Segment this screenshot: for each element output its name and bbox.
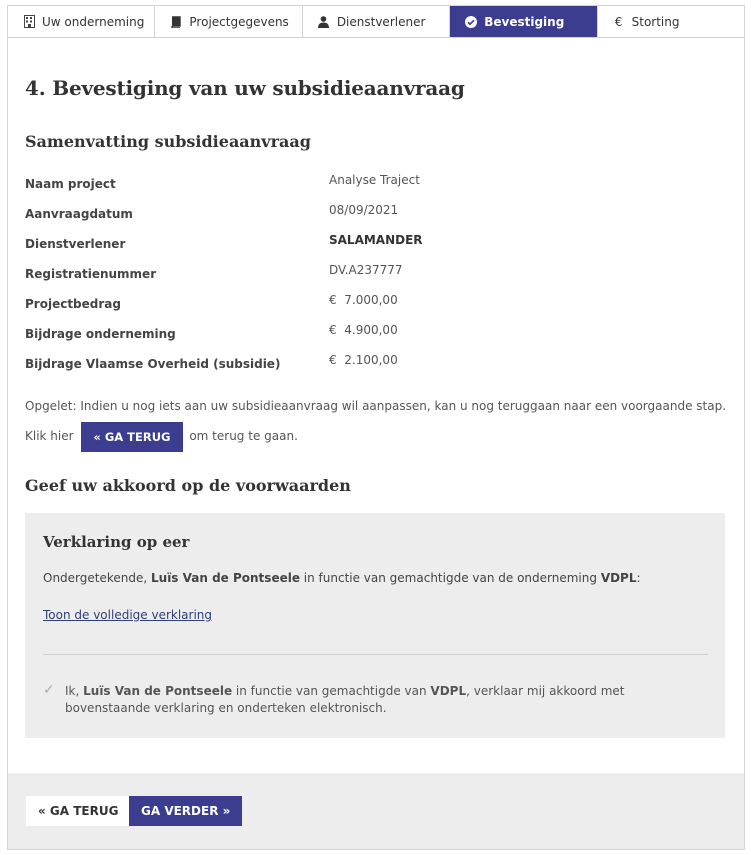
summary-value: SALAMANDER <box>329 233 423 247</box>
agreement-heading: Geef uw akkoord op de voorwaarden <box>25 476 351 495</box>
check-circle-icon <box>464 15 478 29</box>
check-company-name: VDPL <box>430 684 467 698</box>
company-name: VDPL <box>600 571 637 585</box>
declaration-suffix: : <box>636 571 641 585</box>
summary-label: Naam project <box>25 177 116 191</box>
summary-row-bijdrage-overheid <box>25 353 625 373</box>
agree-checkbox[interactable]: ✓ <box>43 682 55 698</box>
check-middle: in functie van gemachtigde van <box>232 684 431 698</box>
summary-value: € 2.100,00 <box>329 353 398 367</box>
tab-uw-onderneming[interactable] <box>8 6 155 37</box>
summary-value: 08/09/2021 <box>329 203 399 217</box>
back-button[interactable]: « GA TERUG <box>26 796 130 826</box>
summary-label: Bijdrage onderneming <box>25 327 176 341</box>
tab-projectgegevens[interactable] <box>155 6 302 37</box>
summary-value: € 4.900,00 <box>329 323 398 337</box>
tab-bevestiging[interactable] <box>450 6 597 37</box>
declaration-line <box>43 571 641 585</box>
notice-before: Opgelet: Indien u nog iets aan uw subsidieaanvraag wil aanpassen, kan u nog teruggaan naar een voorgaande stap. Klik hier <box>25 399 727 443</box>
tab-label: Bevestiging <box>484 14 565 29</box>
summary-value: Analyse Traject <box>329 173 420 187</box>
summary-label: Registratienummer <box>25 267 157 281</box>
notice-text <box>25 391 737 452</box>
notice-after: om terug te gaan. <box>189 429 298 443</box>
summary-row-aanvraagdatum <box>25 203 625 223</box>
summary-label: Projectbedrag <box>25 297 121 311</box>
summary-row-naam-project <box>25 173 625 193</box>
tab-label: Storting <box>631 14 680 29</box>
tab-label: Projectgegevens <box>189 14 289 29</box>
tab-label: Uw onderneming <box>42 14 145 29</box>
summary-heading: Samenvatting subsidieaanvraag <box>25 132 311 151</box>
divider <box>43 654 708 655</box>
summary-row-registratienummer <box>25 263 625 283</box>
building-icon <box>22 15 36 29</box>
check-signatory-name: Luïs Van de Pontseele <box>83 684 233 698</box>
footer-bar <box>8 773 744 849</box>
tab-label: Dienstverlener <box>336 14 426 29</box>
check-prefix: Ik, <box>65 684 84 698</box>
page-title: 4. Bevestiging van uw subsidieaanvraag <box>25 76 465 100</box>
declaration-title: Verklaring op eer <box>43 533 190 551</box>
user-icon <box>317 15 331 29</box>
euro-icon: € <box>614 14 623 29</box>
summary-label: Bijdrage Vlaamse Overheid (subsidie) <box>25 357 281 371</box>
declaration-prefix: Ondergetekende, <box>43 571 151 585</box>
signatory-name: Luïs Van de Pontseele <box>151 571 300 585</box>
agree-checkbox-label <box>65 683 705 717</box>
summary-row-projectbedrag <box>25 293 625 313</box>
summary-label: Aanvraagdatum <box>25 207 133 221</box>
summary-label: Dienstverlener <box>25 237 126 251</box>
show-full-declaration-link[interactable]: Toon de volledige verklaring <box>43 608 213 622</box>
check-suffix: , verklaar mij akkoord met bovenstaande verklaring en onderteken elektronisch. <box>65 684 625 715</box>
declaration-box <box>25 513 725 738</box>
summary-row-dienstverlener <box>25 233 625 253</box>
wizard-tabs <box>7 5 745 38</box>
summary-value: € 7.000,00 <box>329 293 398 307</box>
next-button[interactable]: GA VERDER » <box>129 796 242 826</box>
inline-back-button[interactable]: « GA TERUG <box>81 422 182 452</box>
tab-storting[interactable] <box>598 6 744 37</box>
book-icon <box>169 15 183 29</box>
declaration-middle: in functie van gemachtigde van de onderneming <box>299 571 601 585</box>
summary-row-bijdrage-onderneming <box>25 323 625 343</box>
summary-value: DV.A237777 <box>329 263 403 277</box>
tab-dienstverlener[interactable] <box>303 6 450 37</box>
